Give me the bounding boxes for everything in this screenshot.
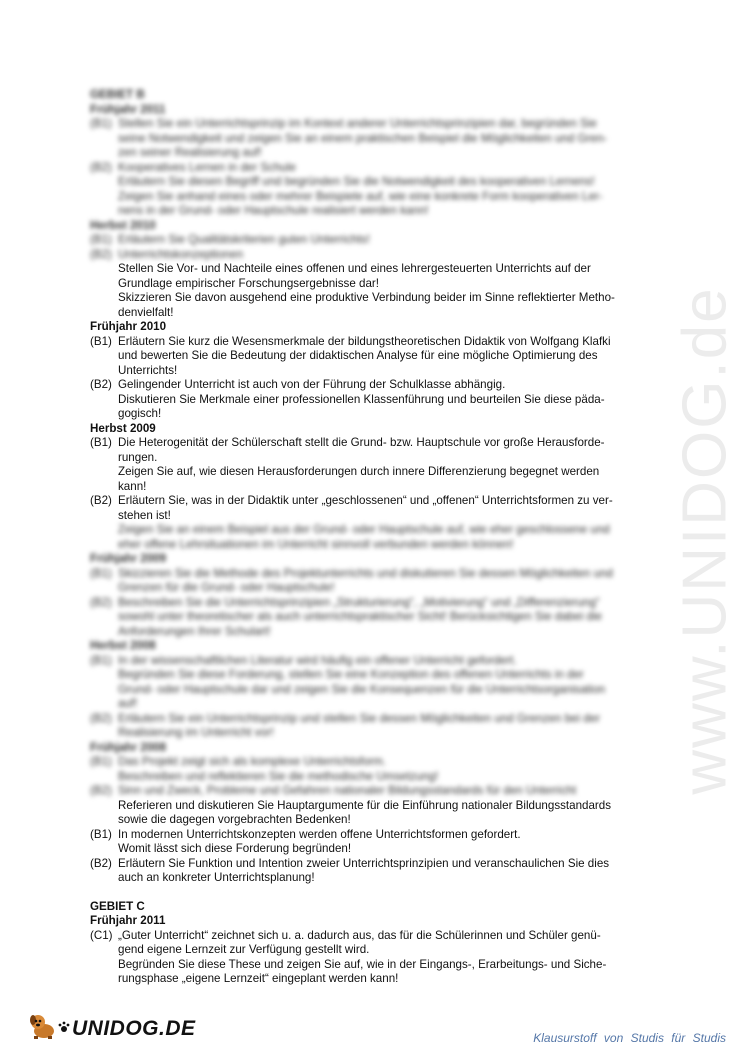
question-label: (B2): [90, 494, 112, 507]
watermark: [655, 285, 750, 795]
question-line: Grund- oder Hauptschule dar und zeigen Sie die Konsequenzen für die Unterrichtsorganisation: [118, 682, 606, 696]
logo-text: UNIDOG.DE: [72, 1016, 196, 1040]
question-label: (B2): [90, 856, 112, 870]
question-line: rungen.: [118, 450, 158, 464]
term-heading: Frühjahr 2011: [90, 914, 166, 927]
question-text: [118, 712, 665, 741]
unidog-logo[interactable]: [28, 1012, 196, 1045]
dog-mascot-icon: [28, 1012, 58, 1045]
question-line: rungsphase „eigene Lernzeit“ eingeplant werden kann!: [118, 972, 399, 985]
question-item: [90, 929, 665, 987]
question-label: (B2): [90, 160, 112, 174]
question-line: auch an konkreter Unterrichtsplanung!: [118, 871, 315, 884]
term-heading: Frühjahr 2008: [90, 740, 167, 754]
term-heading: Herbst 2008: [90, 639, 156, 652]
question-line: Gelingender Unterricht ist auch von der Führung der Schulklasse abhängig.: [118, 378, 506, 391]
question-line: sowie die dagegen vorgebrachten Bedenken!: [118, 813, 351, 826]
question-line: Die Heterogenität der Schülerschaft stellt die Grund- bzw. Hauptschule vor große Herausforde-: [118, 436, 605, 449]
question-line: gogisch!: [118, 407, 162, 420]
question-item: [90, 436, 665, 494]
question-label: (B2): [90, 711, 112, 725]
exam-questions: [90, 88, 665, 987]
question-line: Diskutieren Sie Merkmale einer professionellen Klassenführung und beurteilen Sie diese päda-: [118, 392, 605, 406]
question-line: stehen ist!: [118, 508, 171, 522]
question-line: Erläutern Sie, was in der Didaktik unter „geschlossenen“ und „offenen“ Unterrichtsformen zu ver-: [118, 494, 613, 507]
question-text: Sinn und Zweck, Probleme und Gefahren nationaler Bildungsstandards für den Unterricht: [118, 784, 577, 797]
area-heading: GEBIET B: [90, 88, 145, 101]
question-text: [118, 857, 665, 886]
question-label: (B1): [90, 117, 112, 130]
question-label: (B1): [90, 334, 112, 348]
question-line: Erläutern Sie Funktion und Intention zweier Unterrichtsprinzipien und veranschaulichen Sie dies: [118, 856, 610, 870]
question-text: [118, 596, 665, 640]
question-text: [118, 378, 665, 422]
question-line: Stellen Sie Vor- und Nachteile eines offenen und eines lehrergesteuerten Unterrichts auf der: [118, 262, 591, 275]
question-line: Beschreiben Sie die Unterrichtsprinzipien „Strukturierung“, „Motivierung“ und „Differenzierung“: [118, 595, 600, 609]
question-line: nens in der Grund- oder Hauptschule realisiert werden kann!: [118, 204, 429, 217]
footer-tagline: Klausurstoff von Studis für Studis: [533, 1031, 726, 1045]
question-item: [90, 857, 665, 886]
question-item: [90, 378, 665, 422]
question-text: Erläutern Sie Qualitätskriterien guten Unterrichts!: [118, 233, 370, 246]
question-line: und bewerten Sie die Bedeutung der didaktischen Analyse für eine mögliche Optimierung des: [118, 349, 598, 362]
question-label: (B1): [90, 827, 112, 841]
question-text: [118, 755, 665, 784]
question-item: [90, 828, 665, 857]
question-text: [118, 335, 665, 379]
question-text: [118, 161, 665, 219]
question-line: Das Projekt zeigt sich als komplexe Unterrichtsform.: [118, 755, 387, 768]
question-line: Begründen Sie diese Forderung, stellen Sie eine Konzeption des offenen Unterrichts in der: [118, 668, 584, 681]
question-item: [90, 248, 665, 263]
question-line: Realisierung im Unterricht vor!: [118, 726, 274, 739]
question-label: (B1): [90, 755, 112, 768]
area-heading: GEBIET C: [90, 899, 145, 913]
term-heading: Frühjahr 2009: [90, 552, 167, 565]
question-text: Unterrichtskonzeptionen: [118, 247, 244, 261]
question-item: [90, 567, 665, 596]
question-line: denvielfalt!: [118, 305, 174, 319]
question-text: [118, 828, 665, 857]
clear-section-top: [90, 262, 665, 523]
question-text: [118, 117, 665, 161]
question-label: (B1): [90, 233, 112, 246]
question-line: kann!: [118, 479, 147, 493]
question-line: eher offene Lehrsituationen im Unterricht sinnvoll verbunden werden können!: [118, 537, 514, 551]
question-label: (B2): [90, 378, 112, 391]
question-line: Erläutern Sie diesen Begriff und begründen Sie die Notwendigkeit des kooperativen Lernens!: [118, 175, 595, 188]
watermark-text: www.UNIDOG.de: [670, 285, 740, 795]
question-item: [90, 654, 665, 712]
question-line: Beschreiben und reflektieren Sie die methodische Umsetzung!: [118, 769, 439, 783]
question-item: [90, 755, 665, 784]
question-item: [90, 233, 665, 248]
question-item: [90, 335, 665, 379]
spacer: [90, 886, 665, 900]
blurred-section-top: [90, 88, 665, 262]
question-item: [90, 784, 665, 799]
question-text: [118, 654, 665, 712]
question-item: [90, 494, 665, 523]
question-text: [118, 929, 665, 987]
question-line: Grundlage empirischer Forschungsergebnisse dar!: [118, 276, 379, 290]
question-text: [118, 436, 665, 494]
question-line: Referieren und diskutieren Sie Hauptargumente für die Einführung nationaler Bildungsstandards: [118, 798, 612, 812]
term-heading: Herbst 2009: [90, 421, 156, 435]
question-line: Erläutern Sie ein Unterrichtsprinzip und stellen Sie dessen Möglichkeiten und Grenzen bei der: [118, 711, 601, 725]
question-line: Begründen Sie diese These und zeigen Sie auf, wie in der Eingangs-, Erarbeitungs- und Siche-: [118, 957, 607, 971]
question-line: In der wissenschaftlichen Literatur wird häufig ein offener Unterricht gefordert.: [118, 653, 517, 667]
question-label: (B1): [90, 436, 112, 449]
question-line: Stellen Sie ein Unterrichtsprinzip im Kontext anderer Unterrichtsprinzipien dar, begründen Sie: [118, 117, 597, 130]
question-line: Womit lässt sich diese Forderung begründen!: [118, 842, 352, 855]
question-text: [118, 567, 665, 596]
term-heading: Frühjahr 2010: [90, 320, 167, 333]
question-line: seine Notwendigkeit und zeigen Sie an einem praktischen Beispiel die Möglichkeiten und Gren-: [118, 131, 608, 145]
question-line: Zeigen Sie an einem Beispiel aus der Grund- oder Hauptschule auf, wie eher geschlossene und: [118, 523, 610, 536]
question-line: Skizzieren Sie die Methode des Projektunterrichts und diskutieren Sie dessen Möglichkeiten und: [118, 566, 613, 580]
question-label: (B1): [90, 653, 112, 667]
question-line: Zeigen Sie auf, wie diesen Herausforderungen durch innere Differenzierung begegnet werden: [118, 465, 600, 478]
question-line: Anforderungen Ihrer Schulart!: [118, 624, 271, 638]
question-item: [90, 117, 665, 161]
question-line: „Guter Unterricht“ zeichnet sich u. a. dadurch aus, das für die Schülerinnen und Schüler genü-: [118, 928, 601, 942]
question-line: Zeigen Sie anhand eines oder mehrer Beispiele auf, wie eine konkrete Form kooperativen Ler-: [118, 189, 603, 203]
question-line: gend eigene Lernzeit zur Verfügung gestellt wird.: [118, 943, 370, 956]
question-label: (B2): [90, 784, 112, 797]
question-item: [90, 596, 665, 640]
question-line: Kooperatives Lernen in der Schule: [118, 160, 296, 174]
question-line: Erläutern Sie kurz die Wesensmerkmale der bildungstheoretischen Didaktik von Wolfgang Klafki: [118, 334, 611, 348]
question-line: zen seiner Realisierung auf!: [118, 146, 262, 159]
question-text: [118, 494, 665, 523]
question-item: [90, 161, 665, 219]
question-line: In modernen Unterrichtskonzepten werden offene Unterrichtsformen gefordert.: [118, 827, 521, 841]
question-label: (B2): [90, 247, 112, 261]
question-line: auf!: [118, 697, 138, 710]
question-line: Grenzen für die Grund- oder Hauptschule!: [118, 581, 335, 594]
question-label: (C1): [90, 928, 113, 942]
term-heading: Herbst 2010: [90, 218, 156, 232]
clear-section-bottom: [90, 799, 665, 987]
question-label: (B1): [90, 566, 112, 580]
question-line: Skizzieren Sie davon ausgehend eine produktive Verbindung beider im Sinne reflektierter Metho-: [118, 291, 615, 304]
paw-icon: [58, 1020, 70, 1038]
question-label: (B2): [90, 595, 112, 609]
question-line: sowohl unter theoretischer als auch unterrichtspraktischer Sicht! Berücksichtigen Sie dabei die: [118, 610, 602, 623]
question-item: [90, 712, 665, 741]
question-line: Unterrichts!: [118, 363, 178, 377]
term-heading: Frühjahr 2011: [90, 102, 166, 116]
blurred-section-middle: [90, 523, 665, 799]
